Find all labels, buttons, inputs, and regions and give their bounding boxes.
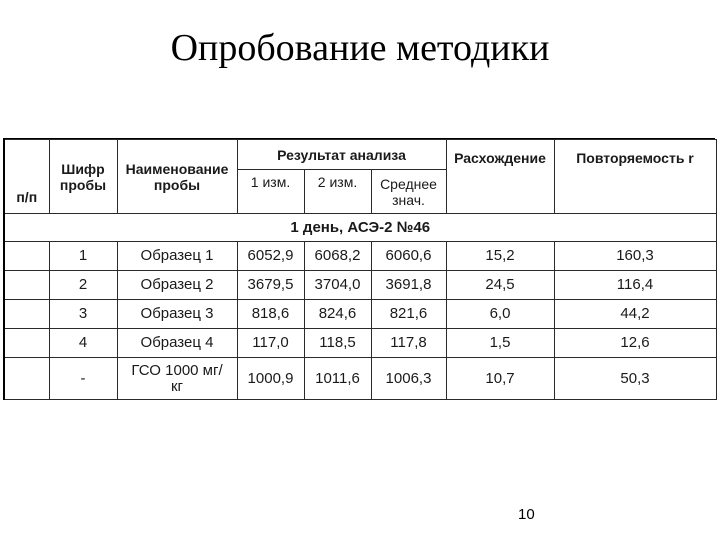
cell-name: Образец 2 [117, 271, 237, 300]
cell-meas1: 3679,5 [237, 271, 304, 300]
cell-name: Образец 4 [117, 329, 237, 358]
cell-code: 3 [49, 300, 117, 329]
cell-repeat: 44,2 [554, 300, 716, 329]
cell-meas2: 118,5 [304, 329, 371, 358]
row-num-cell [4, 300, 49, 329]
cell-avg: 3691,8 [371, 271, 446, 300]
row-num-cell [4, 271, 49, 300]
cell-avg: 1006,3 [371, 358, 446, 400]
header-result: Результат анализа [237, 140, 446, 170]
cell-meas2: 824,6 [304, 300, 371, 329]
cell-code: - [49, 358, 117, 400]
page-number: 10 [518, 506, 535, 523]
row-num-cell [4, 329, 49, 358]
cell-meas2: 6068,2 [304, 242, 371, 271]
header-meas2: 2 изм. [304, 170, 371, 214]
table-row [4, 358, 716, 400]
section-row [4, 214, 716, 242]
cell-diff: 1,5 [446, 329, 554, 358]
row-num-cell [4, 242, 49, 271]
cell-code: 2 [49, 271, 117, 300]
cell-repeat: 12,6 [554, 329, 716, 358]
table-row [4, 271, 716, 300]
cell-meas1: 1000,9 [237, 358, 304, 400]
header-name: Наименование пробы [117, 140, 237, 214]
cell-name: ГСО 1000 мг/кг [117, 358, 237, 400]
cell-repeat: 160,3 [554, 242, 716, 271]
table-row [4, 300, 716, 329]
header-avg: Среднее знач. [371, 170, 446, 214]
cell-diff: 10,7 [446, 358, 554, 400]
table-row [4, 329, 716, 358]
header-meas1: 1 изм. [237, 170, 304, 214]
slide-title: Опробование методики [170, 27, 550, 69]
row-num-cell [4, 358, 49, 400]
cell-diff: 15,2 [446, 242, 554, 271]
results-table-container [3, 138, 715, 409]
cell-name: Образец 1 [117, 242, 237, 271]
cell-meas2: 1011,6 [304, 358, 371, 400]
section-label: 1 день, АСЭ-2 №46 [4, 214, 716, 242]
cell-avg: 117,8 [371, 329, 446, 358]
header-num: п/п [4, 140, 49, 214]
table-row [4, 242, 716, 271]
header-diff: Расхождение [446, 140, 554, 214]
cell-avg: 821,6 [371, 300, 446, 329]
header-repeat: Повторяемость r [554, 140, 716, 214]
cell-meas1: 818,6 [237, 300, 304, 329]
cell-code: 4 [49, 329, 117, 358]
cell-avg: 6060,6 [371, 242, 446, 271]
cell-repeat: 116,4 [554, 271, 716, 300]
cell-code: 1 [49, 242, 117, 271]
cell-meas1: 6052,9 [237, 242, 304, 271]
table-header-row-1 [4, 140, 716, 170]
cell-diff: 24,5 [446, 271, 554, 300]
cell-diff: 6,0 [446, 300, 554, 329]
cell-meas1: 117,0 [237, 329, 304, 358]
cell-name: Образец 3 [117, 300, 237, 329]
cell-meas2: 3704,0 [304, 271, 371, 300]
cell-repeat: 50,3 [554, 358, 716, 400]
results-table [3, 139, 717, 400]
header-code: Шифр пробы [49, 140, 117, 214]
